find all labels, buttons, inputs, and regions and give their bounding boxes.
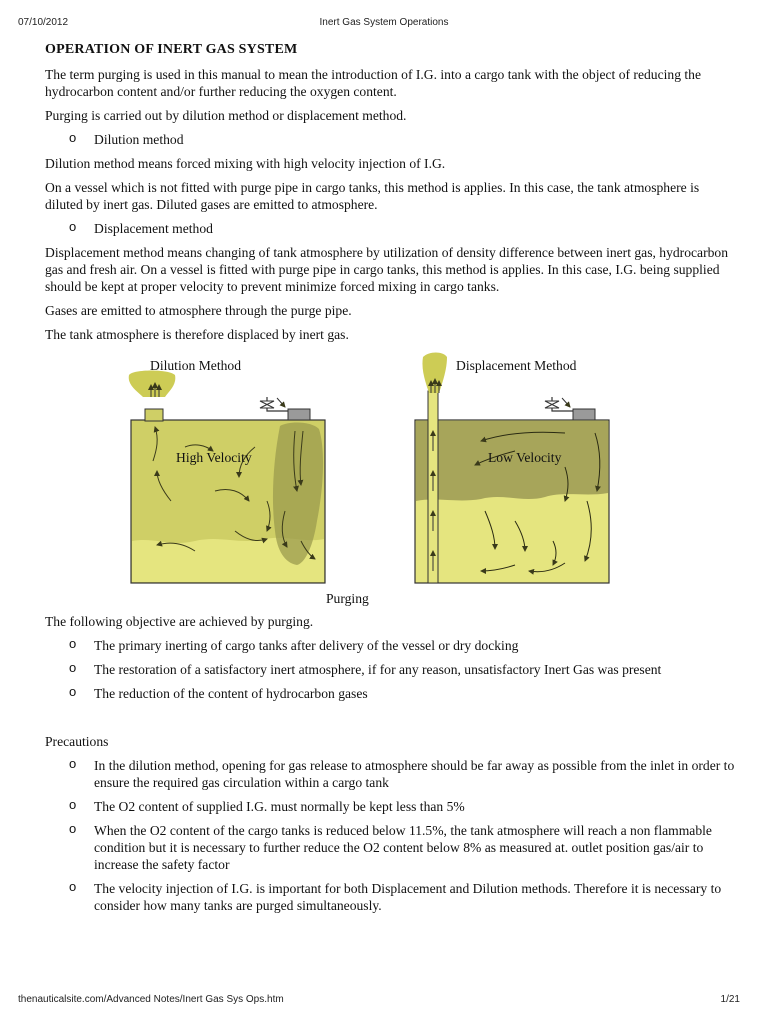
precaution-item [45,757,735,791]
bullet-displacement-method [45,220,735,237]
bullet-marker: o [69,821,77,836]
objective-item [45,661,735,678]
print-title: Inert Gas System Operations [319,17,449,28]
precaution-item [45,880,735,914]
precaution-text: The O2 content of supplied I.G. must normally be kept less than 5% [94,799,465,814]
precaution-text: In the dilution method, opening for gas release to atmosphere should be far away as possible from the inlet in order to ensure the required gas circulation within a cargo tank [94,758,735,790]
bullet-marker: o [69,130,77,145]
objective-text: The primary inerting of cargo tanks after delivery of the vessel or dry docking [94,638,519,653]
paragraph-gases-emitted: Gases are emitted to atmosphere through the purge pipe. [45,303,352,318]
paragraph-dilution-detail: On a vessel which is not fitted with purge pipe in cargo tanks, this method is applies. In this case, the tank atmosphere is diluted by inert gas. Diluted gases are emitted to atmosphere. [45,180,700,212]
purging-diagram [45,351,735,613]
paragraph-objectives-intro: The following objective are achieved by purging. [45,614,314,629]
bullet-marker: o [69,797,77,812]
bullet-dilution-method [45,131,735,148]
bullet-text: Displacement method [94,221,213,236]
displacement-tank [415,353,609,584]
bullet-marker: o [69,756,77,771]
bullet-marker: o [69,219,77,234]
high-velocity-label: High Velocity [176,450,252,465]
bullet-marker: o [69,636,77,651]
page-number: 1/21 [720,994,740,1005]
precaution-item [45,798,735,815]
source-url: thenauticalsite.com/Advanced Notes/Inert Gas Sys Ops.htm [18,994,284,1005]
paragraph-displacement-definition: Displacement method means changing of tank atmosphere by utilization of density difference between inert gas, hydrocarbon gas and fresh air. On a vessel is fitted with purge pipe in cargo tanks, this method is applies. In this case, I.G. being supplied should be kept at proper velocity to prevent minimize forced mixing in cargo tanks. [45,245,728,294]
print-date: 07/10/2012 [18,17,69,28]
objective-text: The reduction of the content of hydrocarbon gases [94,686,368,701]
dilution-tank [129,371,325,584]
bullet-marker: o [69,684,77,699]
precaution-text: When the O2 content of the cargo tanks is reduced below 11.5%, the tank atmosphere will reach a non flammable condition but it is necessary to further reduce the O2 content below 8% as measured at. outlet position gas/air to increase the safety factor [94,823,712,872]
paragraph-atmosphere-displaced: The tank atmosphere is therefore displaced by inert gas. [45,327,349,342]
spacer [45,709,735,733]
paragraph-purging-definition: The term purging is used in this manual to mean the introduction of I.G. into a cargo tank with the object of reducing the hydrocarbon content and/or further reducing the oxygen content. [45,67,701,99]
paragraph-dilution-definition: Dilution method means forced mixing with high velocity injection of I.G. [45,156,446,171]
document-body [45,41,735,921]
objective-text: The restoration of a satisfactory inert atmosphere, if for any reason, unsatisfactory Inert Gas was present [94,662,662,677]
figure-caption: Purging [326,591,369,606]
bullet-marker: o [69,660,77,675]
precaution-item [45,822,735,873]
paragraph-purging-methods: Purging is carried out by dilution method or displacement method. [45,108,407,123]
low-velocity-label: Low Velocity [488,450,562,465]
objective-item [45,637,735,654]
displacement-method-title: Displacement Method [456,358,577,373]
precautions-heading: Precautions [45,734,109,749]
page-heading: OPERATION OF INERT GAS SYSTEM [45,42,298,57]
purging-diagram-drawing [45,351,735,613]
precaution-text: The velocity injection of I.G. is important for both Displacement and Dilution methods. Therefore it is necessary to consider how many tanks are purged simultaneously. [94,881,722,913]
bullet-marker: o [69,879,77,894]
bullet-text: Dilution method [94,132,184,147]
dilution-method-title: Dilution Method [150,358,242,373]
objective-item [45,685,735,702]
